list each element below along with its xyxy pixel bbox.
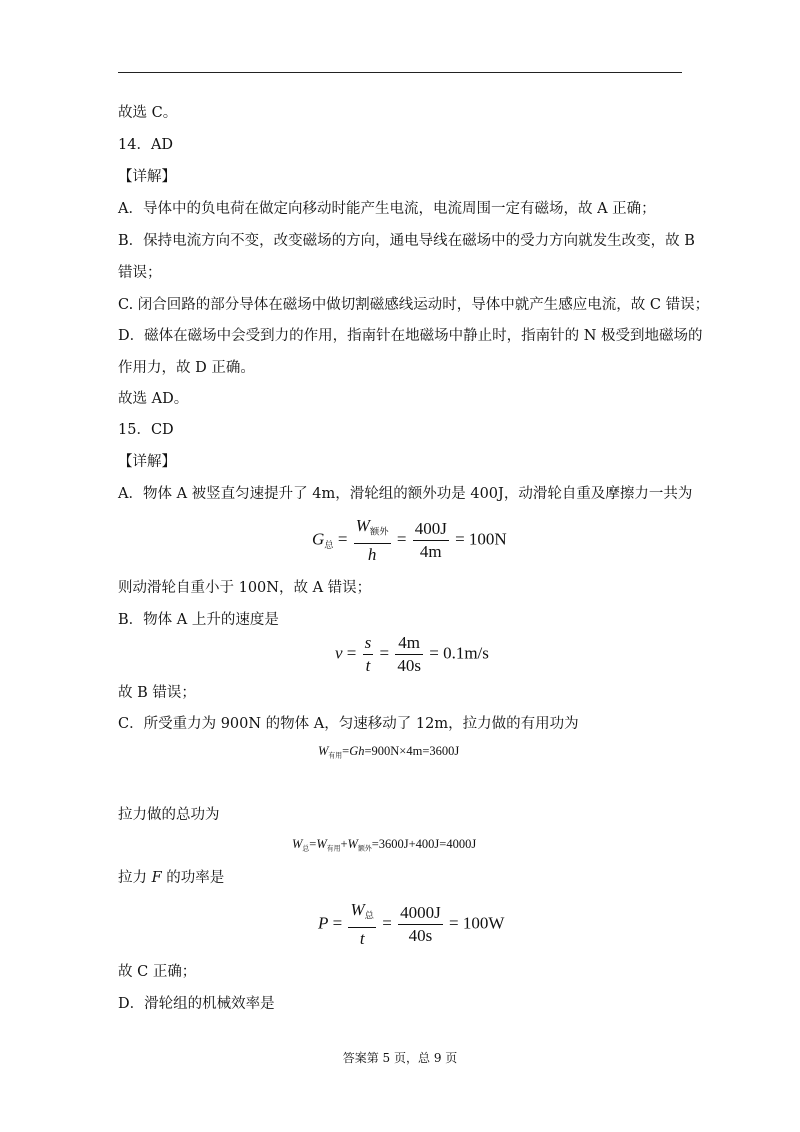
text-segment: 的功率是 [161,870,225,886]
text-line: B．保持电流方向不变，改变磁场的方向，通电导线在磁场中的受力方向就发生改变，故 B [118,233,695,249]
text-line: A．物体 A 被竖直匀速提升了 4m，滑轮组的额外功是 400J，动滑轮自重及摩擦力一共为 [118,486,693,502]
eq-symbol: W [355,516,370,535]
text-line: D．滑轮组的机械效率是 [118,996,275,1012]
eq-subscript: 有用 [328,752,343,760]
eq-subscript: 额外 [357,845,372,853]
eq-subscript: 有用 [326,845,341,853]
eq-symbol: v [335,643,343,663]
eq-denominator: t [365,656,371,675]
text-line: 故选 AD。 [118,391,189,407]
text-line: C．所受重力为 900N 的物体 A，匀速移动了 12m，拉力做的有用功为 [118,716,579,732]
fraction [413,518,449,563]
eq-result: =900N×4m=3600J [364,744,460,758]
eq-result: = 100W [444,913,505,933]
eq-symbol: W [316,837,327,851]
text-line: D．磁体在磁场中会受到力的作用，指南针在地磁场中静止时，指南针的 N 极受到地磁场的 [118,328,703,344]
fraction [398,902,443,947]
eq-result: = 100N [450,529,507,549]
eq-result: =3600J+400J=4000J [371,837,477,851]
eq-symbol: W [292,837,303,851]
eq-subscript: 总 [364,911,375,922]
eq-operator: + [340,837,348,851]
eq-operator: = [392,529,411,549]
fraction [395,632,423,677]
eq-symbol: Gh [349,744,365,758]
force-symbol: F [151,870,162,886]
text-line: 故选 C。 [118,105,178,121]
eq-subscript: 总 [302,845,310,853]
text-segment: 拉力 [118,870,152,886]
equation-useful-work [318,744,459,759]
eq-subscript: 总 [324,540,334,551]
eq-operator: = [309,837,317,851]
eq-symbol: W [350,900,365,919]
question-number: 15．CD [118,422,174,438]
text-line: 错误； [118,265,162,281]
eq-denominator: h [367,545,377,565]
header-rule [118,72,682,73]
fraction [348,899,376,950]
fraction [354,515,391,566]
eq-symbol: W [318,744,329,758]
question-number: 14．AD [118,137,174,153]
text-line: A．导体中的负电荷在做定向移动时能产生电流，电流周围一定有磁场，故 A 正确； [118,201,656,217]
eq-numerator: 4000J [398,902,443,925]
text-line: 则动滑轮自重小于 100N，故 A 错误； [118,580,372,596]
eq-operator: = [342,744,350,758]
section-heading: 【详解】 [118,169,176,185]
eq-symbol: G [312,529,325,549]
text-line: C. 闭合回路的部分导体在磁场中做切割磁感线运动时，导体中就产生感应电流，故 C 错误； [118,297,710,313]
equation-total-weight [312,515,507,566]
eq-symbol: W [347,837,358,851]
eq-symbol: P [318,913,329,933]
equation-velocity [335,632,489,677]
eq-operator: = [378,913,397,933]
eq-operator: = [333,529,352,549]
text-line: 故 C 正确； [118,964,197,980]
section-heading: 【详解】 [118,454,176,470]
text-line [118,868,224,888]
page-footer: 答案第 5 页，总 9 页 [342,1051,458,1065]
eq-operator: = [328,913,347,933]
eq-denominator: 4m [419,542,442,562]
eq-subscript: 额外 [369,527,389,538]
text-line: 拉力做的总功为 [118,807,220,823]
eq-numerator: 400J [413,518,449,541]
eq-denominator: 40s [397,656,421,675]
equation-power [318,899,504,950]
eq-denominator: t [359,929,365,949]
eq-operator: = [342,643,361,663]
eq-operator: = [375,643,394,663]
eq-denominator: 40s [408,926,433,946]
fraction [363,632,374,677]
text-line: 作用力，故 D 正确。 [118,360,255,376]
eq-numerator: 4m [395,632,423,655]
eq-numerator: s [363,632,374,655]
text-line: B．物体 A 上升的速度是 [118,612,279,628]
text-line: 故 B 错误； [118,685,196,701]
eq-result: = 0.1m/s [424,643,489,663]
equation-total-work [292,837,476,852]
